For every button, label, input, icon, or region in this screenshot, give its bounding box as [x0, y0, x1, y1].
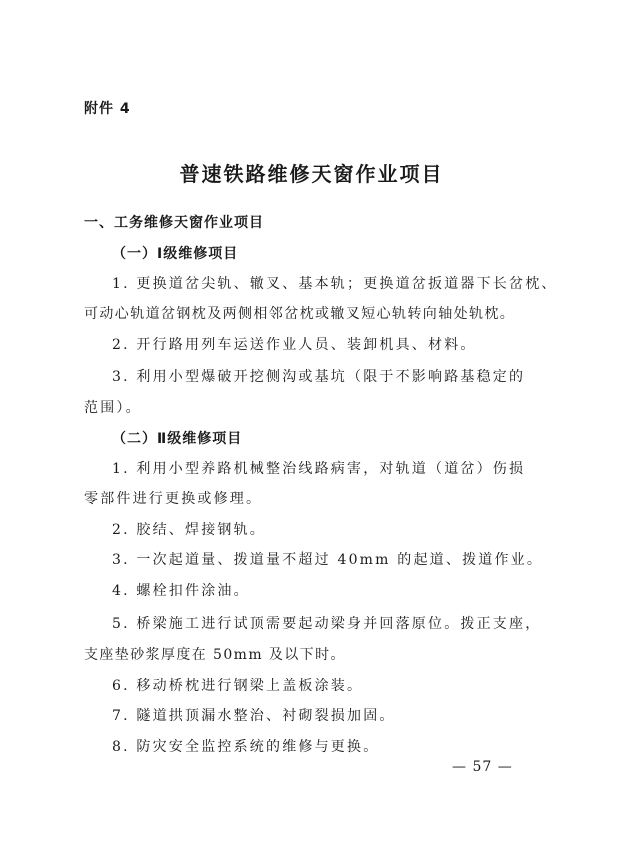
- paragraph-line: 1. 更换道岔尖轨、辙叉、基本轨；更换道岔扳道器下长岔枕、: [112, 276, 558, 292]
- paragraph-line: 6. 移动桥枕进行钢梁上盖板涂装。: [112, 678, 364, 694]
- paragraph-line: 零部件进行更换或修理。: [84, 491, 263, 507]
- paragraph-line: 8. 防灾安全监控系统的维修与更换。: [112, 739, 380, 755]
- subsection-heading-level2: （二）Ⅱ级维修项目: [112, 431, 243, 447]
- paragraph-line: 3. 利用小型爆破开挖侧沟或基坑（限于不影响路基稳定的: [112, 369, 526, 385]
- paragraph-line: 5. 桥梁施工进行试顶需要起动梁身并回落原位。拨正支座，: [112, 616, 542, 632]
- attachment-label: 附件 4: [84, 101, 131, 117]
- paragraph-line: 3. 一次起道量、拨道量不超过 40mm 的起道、拨道作业。: [112, 552, 544, 568]
- paragraph-line: 1. 利用小型养路机械整治线路病害，对轨道（道岔）伤损: [112, 461, 526, 477]
- section-heading: 一、工务维修天窗作业项目: [84, 215, 264, 231]
- paragraph-line: 支座垫砂浆厚度在 50mm 及以下时。: [84, 647, 346, 663]
- paragraph-line: 2. 开行路用列车运送作业人员、装卸机具、材料。: [112, 337, 477, 353]
- paragraph-line: 可动心轨道岔钢枕及两侧相邻岔枕或辙叉短心轨转向轴处轨枕。: [84, 306, 516, 322]
- page-title: 普速铁路维修天窗作业项目: [179, 162, 444, 186]
- paragraph-line: 2. 胶结、焊接钢轨。: [112, 522, 267, 538]
- page-number: — 57 —: [452, 759, 513, 775]
- subsection-heading-level1: （一）Ⅰ级维修项目: [112, 246, 239, 262]
- paragraph-line: 范围）。: [84, 400, 142, 416]
- paragraph-line: 7. 隧道拱顶漏水整治、衬砌裂损加固。: [112, 708, 396, 724]
- paragraph-line: 4. 螺栓扣件涂油。: [112, 583, 250, 599]
